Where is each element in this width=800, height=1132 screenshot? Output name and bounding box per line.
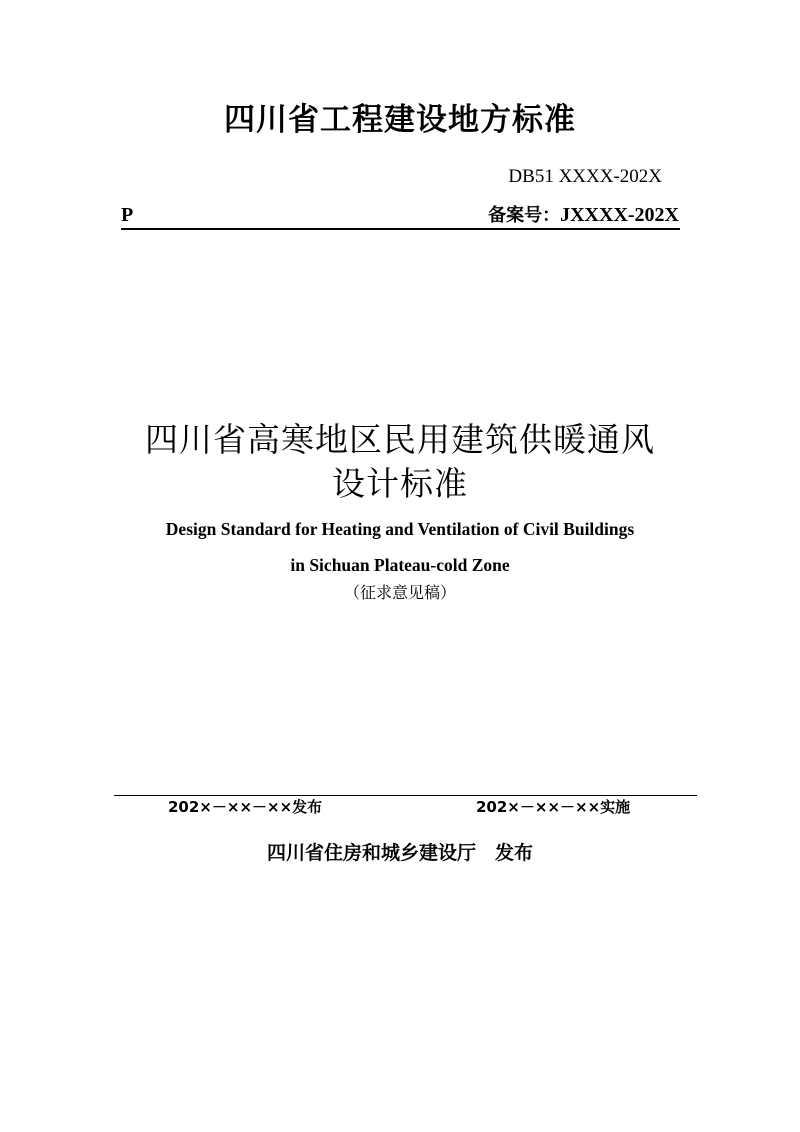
category-code: P <box>121 204 134 226</box>
release-date: 202×－××－××发布 <box>168 798 323 816</box>
english-title-line-1: Design Standard for Heating and Ventilation of Civil Buildings <box>165 519 635 539</box>
implementation-date: 202×－××－××实施 <box>476 798 631 816</box>
standard-code: DB51 XXXX-202X <box>508 166 662 187</box>
document-title-line-2: 设计标准 <box>332 464 468 503</box>
publisher: 四川省住房和城乡建设厅 发布 <box>266 842 533 864</box>
filing-value: JXXXX-202X <box>560 204 679 226</box>
filing-label: 备案号： <box>488 205 561 226</box>
header-divider <box>121 228 680 230</box>
english-title-line-2: in Sichuan Plateau-cold Zone <box>290 555 510 575</box>
draft-status: （征求意见稿） <box>343 583 456 602</box>
document-title <box>0 418 800 506</box>
filing-number <box>488 203 679 228</box>
document-title-line-1: 四川省高寒地区民用建筑供暖通风 <box>145 420 655 459</box>
english-title <box>0 511 800 583</box>
standard-type-heading: 四川省工程建设地方标准 <box>224 102 576 138</box>
